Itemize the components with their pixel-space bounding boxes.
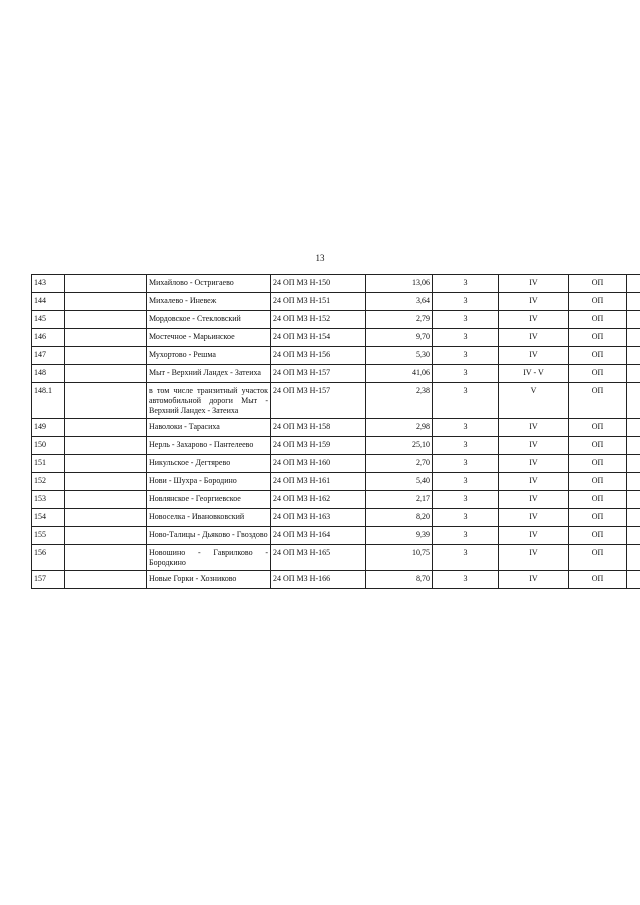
road-lanes: 3 — [433, 383, 499, 419]
road-name: Мостечное - Марьинское — [147, 329, 271, 347]
extra-cell — [627, 311, 640, 329]
road-lanes: 3 — [433, 437, 499, 455]
road-code: 24 ОП МЗ Н-152 — [271, 311, 366, 329]
table-row — [32, 473, 640, 491]
extra-cell — [627, 545, 640, 571]
road-lanes: 3 — [433, 509, 499, 527]
road-type: ОП — [569, 329, 627, 347]
row-number: 147 — [32, 347, 65, 365]
extra-cell — [627, 491, 640, 509]
empty-cell — [65, 455, 147, 473]
table-row — [32, 545, 640, 571]
table-row — [32, 437, 640, 455]
road-name: Нови - Шухра - Бородино — [147, 473, 271, 491]
road-name: Новлянское - Георгиевское — [147, 491, 271, 509]
road-length: 25,10 — [366, 437, 433, 455]
road-lanes: 3 — [433, 419, 499, 437]
road-length: 3,64 — [366, 293, 433, 311]
page-number: 13 — [315, 253, 325, 263]
empty-cell — [65, 419, 147, 437]
road-length: 41,06 — [366, 365, 433, 383]
extra-cell — [627, 527, 640, 545]
row-number: 143 — [32, 275, 65, 293]
road-code: 24 ОП МЗ Н-156 — [271, 347, 366, 365]
road-length: 2,98 — [366, 419, 433, 437]
road-length: 2,70 — [366, 455, 433, 473]
road-category: IV - V — [499, 365, 569, 383]
row-number: 156 — [32, 545, 65, 571]
row-number: 154 — [32, 509, 65, 527]
road-category: IV — [499, 275, 569, 293]
table-row — [32, 365, 640, 383]
road-code: 24 ОП МЗ Н-154 — [271, 329, 366, 347]
extra-cell — [627, 455, 640, 473]
road-type: ОП — [569, 419, 627, 437]
road-lanes: 3 — [433, 545, 499, 571]
table-row — [32, 329, 640, 347]
road-type: ОП — [569, 275, 627, 293]
road-type: ОП — [569, 311, 627, 329]
row-number: 146 — [32, 329, 65, 347]
road-code: 24 ОП МЗ Н-161 — [271, 473, 366, 491]
table-row — [32, 509, 640, 527]
road-category: V — [499, 383, 569, 419]
road-length: 5,40 — [366, 473, 433, 491]
table-row — [32, 275, 640, 293]
road-name: Новоселка - Ивановковский — [147, 509, 271, 527]
road-code: 24 ОП МЗ Н-151 — [271, 293, 366, 311]
road-category: IV — [499, 293, 569, 311]
road-name: Нерль - Захарово - Пантелеево — [147, 437, 271, 455]
road-lanes: 3 — [433, 275, 499, 293]
road-type: ОП — [569, 365, 627, 383]
table-row — [32, 491, 640, 509]
road-category: IV — [499, 347, 569, 365]
road-length: 2,17 — [366, 491, 433, 509]
road-type: ОП — [569, 527, 627, 545]
road-name: Михайлово - Остригаево — [147, 275, 271, 293]
empty-cell — [65, 311, 147, 329]
road-code: 24 ОП МЗ Н-159 — [271, 437, 366, 455]
extra-cell — [627, 571, 640, 589]
empty-cell — [65, 347, 147, 365]
table-row — [32, 527, 640, 545]
extra-cell — [627, 437, 640, 455]
road-type: ОП — [569, 509, 627, 527]
road-name: Мухортово - Решма — [147, 347, 271, 365]
road-lanes: 3 — [433, 491, 499, 509]
row-number: 157 — [32, 571, 65, 589]
road-length: 13,06 — [366, 275, 433, 293]
road-name: Новошино - Гаврилково - Бородкино — [147, 545, 271, 571]
road-lanes: 3 — [433, 571, 499, 589]
road-code: 24 ОП МЗ Н-166 — [271, 571, 366, 589]
road-lanes: 3 — [433, 455, 499, 473]
road-category: IV — [499, 455, 569, 473]
road-type: ОП — [569, 293, 627, 311]
road-type: ОП — [569, 437, 627, 455]
road-lanes: 3 — [433, 293, 499, 311]
road-code: 24 ОП МЗ Н-160 — [271, 455, 366, 473]
roads-table — [31, 274, 640, 589]
row-number: 149 — [32, 419, 65, 437]
empty-cell — [65, 383, 147, 419]
road-name: Мордовское - Стекловский — [147, 311, 271, 329]
road-name: Мыт - Верхний Ландех - Затеиха — [147, 365, 271, 383]
road-length: 9,70 — [366, 329, 433, 347]
road-name: Новые Горки - Хозниково — [147, 571, 271, 589]
road-length: 2,38 — [366, 383, 433, 419]
road-lanes: 3 — [433, 473, 499, 491]
road-type: ОП — [569, 571, 627, 589]
empty-cell — [65, 293, 147, 311]
table-row — [32, 311, 640, 329]
road-name: Наволоки - Тарасиха — [147, 419, 271, 437]
table-row — [32, 419, 640, 437]
row-number: 145 — [32, 311, 65, 329]
road-type: ОП — [569, 473, 627, 491]
road-length: 8,20 — [366, 509, 433, 527]
empty-cell — [65, 545, 147, 571]
table-row — [32, 347, 640, 365]
table-row — [32, 383, 640, 419]
road-code: 24 ОП МЗ Н-157 — [271, 383, 366, 419]
road-lanes: 3 — [433, 347, 499, 365]
road-code: 24 ОП МЗ Н-162 — [271, 491, 366, 509]
road-category: IV — [499, 329, 569, 347]
extra-cell — [627, 365, 640, 383]
row-number: 152 — [32, 473, 65, 491]
road-category: IV — [499, 419, 569, 437]
road-code: 24 ОП МЗ Н-163 — [271, 509, 366, 527]
road-code: 24 ОП МЗ Н-157 — [271, 365, 366, 383]
road-category: IV — [499, 473, 569, 491]
row-number: 148.1 — [32, 383, 65, 419]
extra-cell — [627, 473, 640, 491]
road-category: IV — [499, 491, 569, 509]
road-name: в том числе транзитный участок автомобильной дороги Мыт - Верхний Ландех - Затеиха — [147, 383, 271, 419]
extra-cell — [627, 293, 640, 311]
extra-cell — [627, 347, 640, 365]
empty-cell — [65, 527, 147, 545]
road-code: 24 ОП МЗ Н-164 — [271, 527, 366, 545]
row-number: 150 — [32, 437, 65, 455]
extra-cell — [627, 509, 640, 527]
road-lanes: 3 — [433, 365, 499, 383]
table-row — [32, 293, 640, 311]
road-length: 9,39 — [366, 527, 433, 545]
empty-cell — [65, 491, 147, 509]
empty-cell — [65, 275, 147, 293]
road-category: IV — [499, 509, 569, 527]
road-type: ОП — [569, 545, 627, 571]
table-row — [32, 571, 640, 589]
table-row — [32, 455, 640, 473]
road-category: IV — [499, 437, 569, 455]
road-type: ОП — [569, 383, 627, 419]
empty-cell — [65, 473, 147, 491]
road-code: 24 ОП МЗ Н-158 — [271, 419, 366, 437]
extra-cell — [627, 383, 640, 419]
extra-cell — [627, 329, 640, 347]
row-number: 153 — [32, 491, 65, 509]
table-body — [32, 275, 640, 589]
road-code: 24 ОП МЗ Н-165 — [271, 545, 366, 571]
road-length: 10,75 — [366, 545, 433, 571]
row-number: 144 — [32, 293, 65, 311]
extra-cell — [627, 419, 640, 437]
road-length: 2,79 — [366, 311, 433, 329]
empty-cell — [65, 437, 147, 455]
empty-cell — [65, 329, 147, 347]
road-category: IV — [499, 311, 569, 329]
road-category: IV — [499, 527, 569, 545]
row-number: 155 — [32, 527, 65, 545]
road-lanes: 3 — [433, 311, 499, 329]
row-number: 151 — [32, 455, 65, 473]
empty-cell — [65, 365, 147, 383]
road-length: 5,30 — [366, 347, 433, 365]
extra-cell — [627, 275, 640, 293]
road-type: ОП — [569, 491, 627, 509]
road-name: Ново-Талицы - Дьяково - Гвоздово — [147, 527, 271, 545]
road-category: IV — [499, 571, 569, 589]
road-code: 24 ОП МЗ Н-150 — [271, 275, 366, 293]
road-category: IV — [499, 545, 569, 571]
empty-cell — [65, 571, 147, 589]
road-length: 8,70 — [366, 571, 433, 589]
row-number: 148 — [32, 365, 65, 383]
road-lanes: 3 — [433, 527, 499, 545]
road-type: ОП — [569, 347, 627, 365]
road-name: Никульское - Дегтярево — [147, 455, 271, 473]
road-type: ОП — [569, 455, 627, 473]
road-lanes: 3 — [433, 329, 499, 347]
empty-cell — [65, 509, 147, 527]
road-name: Михалево - Иневеж — [147, 293, 271, 311]
